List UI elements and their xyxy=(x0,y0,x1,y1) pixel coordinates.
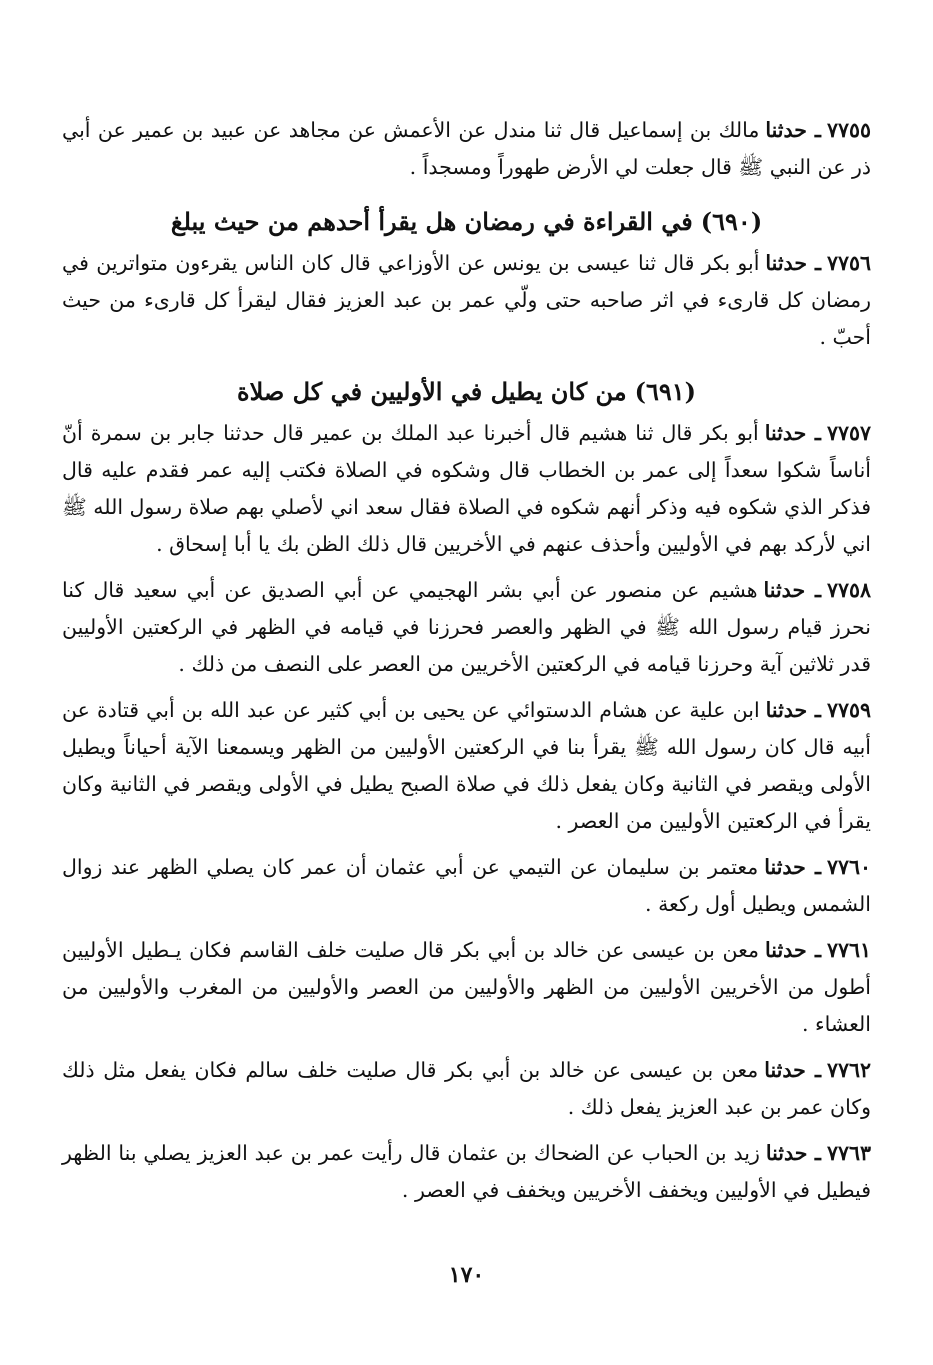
hadith-text: معن بن عيسى عن خالد بن أبي بكر قال صليت خلف سالم فكان يفعل مثل ذلك وكان عمر بن عبد العزيز يفعل ذلك . xyxy=(62,1058,871,1119)
hadith-label: ـ حدثنا xyxy=(765,698,821,722)
hadith-number: ٧٧٥٩ xyxy=(826,698,871,722)
hadith-number: ٧٧٥٨ xyxy=(826,578,871,602)
hadith-text: أبو بكر قال ثنا عيسى بن يونس عن الأوزاعي قال كان الناس يقرءون متواترين في رمضان كل قارىء في اثر صاحبه حتى ولّي عمر بن عبد العزيز فقال ليقرأ كل قارىء من حيث أحبّ . xyxy=(62,251,871,349)
hadith-7763 xyxy=(62,1135,871,1209)
hadith-label: ـ حدثنا xyxy=(765,1141,821,1165)
hadith-label: ـ حدثنا xyxy=(765,118,821,142)
hadith-text: أبو بكر قال ثنا هشيم قال أخبرنا عبد الملك بن عمير قال حدثنا جابر بن سمرة أنّ أناساً شكوا سعداً إلى عمر بن الخطاب قال وشكوه في الصلاة فكتب إليه عمر فقدم عليه قال فذكر الذي شكوه فيه وذكر أنهم شكوه في الصلاة فقال سعد اني لأصلي بهم صلاة رسول الله ﷺ اني لأركد بهم في الأوليين وأحذف عنهم في الأخريين قال ذلك الظن بك يا أبا إسحاق . xyxy=(62,421,871,556)
hadith-text: معن بن عيسى عن خالد بن أبي بكر قال صليت خلف القاسم فكان يـطيل الأوليين أطول من الأخريين الأوليين من الظهر والأوليين من العصر والأوليين من المغرب والأوليين من العشاء . xyxy=(62,938,871,1036)
chapter-number: (٦٩٠) xyxy=(700,207,763,236)
hadith-number: ٧٧٥٥ xyxy=(826,118,871,142)
page-number: ١٧٠ xyxy=(448,1262,485,1288)
hadith-text: ابن علية عن هشام الدستوائي عن يحيى بن أبي كثير عن عبد الله بن أبي قتادة عن أبيه قال كان رسول الله ﷺ يقرأ بنا في الركعتين الأوليين من الظهر ويسمعنا الآية أحياناً ويطيل الأولى ويقصر في الثانية وكان يفعل ذلك في صلاة الصبح يطيل في الأولى ويقصر في الثانية وكان يقرأ في الركعتين الأوليين من العصر . xyxy=(62,698,871,833)
hadith-number: ٧٧٦٣ xyxy=(826,1141,871,1165)
hadith-text: زيد بن الحباب عن الضحاك بن عثمان قال رأيت عمر بن عبد العزيز يصلي بنا الظهر فيطيل في الأوليين ويخفف الأخريين ويخفف في العصر . xyxy=(62,1141,871,1202)
hadith-7759 xyxy=(62,692,871,840)
hadith-7761 xyxy=(62,932,871,1043)
hadith-7762 xyxy=(62,1052,871,1126)
hadith-7756 xyxy=(62,245,871,356)
hadith-text: هشيم عن منصور عن أبي بشر الهجيمي عن أبي الصديق عن أبي سعيد قال كنا نحرز قيام رسول الله ﷺ في الظهر والعصر فحرزنا في قيامه في الظهر في الركعتين الأوليين قدر ثلاثين آية وحرزنا قيامه في الركعتين الأخريين من العصر على النصف من ذلك . xyxy=(62,578,871,676)
hadith-label: ـ حدثنا xyxy=(763,578,821,602)
hadith-number: ٧٧٥٧ xyxy=(826,421,871,445)
chapter-title: من كان يطيل في الأوليين في كل صلاة xyxy=(237,377,627,406)
hadith-label: ـ حدثنا xyxy=(764,855,821,879)
hadith-label: ـ حدثنا xyxy=(764,1058,821,1082)
hadith-number: ٧٧٦٠ xyxy=(826,855,871,879)
hadith-7755 xyxy=(62,112,871,186)
chapter-heading-690 xyxy=(62,202,871,242)
chapter-heading-691 xyxy=(62,372,871,412)
hadith-number: ٧٧٦٢ xyxy=(826,1058,871,1082)
hadith-7760 xyxy=(62,849,871,923)
hadith-7758 xyxy=(62,572,871,683)
hadith-number: ٧٧٦١ xyxy=(826,938,871,962)
hadith-7757 xyxy=(62,415,871,563)
hadith-number: ٧٧٥٦ xyxy=(826,251,871,275)
hadith-label: ـ حدثنا xyxy=(765,938,821,962)
chapter-title: في القراءة في رمضان هل يقرأ أحدهم من حيث يبلغ xyxy=(170,207,693,236)
hadith-label: ـ حدثنا xyxy=(764,421,821,445)
hadith-text: مالك بن إسماعيل قال ثنا مندل عن الأعمش عن مجاهد عن عبيد بن عمير عن أبي ذر عن النبي ﷺ قال جعلت لي الأرض طهوراً ومسجداً . xyxy=(62,118,871,179)
chapter-number: (٦٩١) xyxy=(634,377,696,406)
hadith-label: ـ حدثنا xyxy=(765,251,821,275)
hadith-text: معتمر بن سليمان عن التيمي عن أبي عثمان أن عمر كان يصلي الظهر عند زوال الشمس ويطيل أول ركعة . xyxy=(62,855,871,916)
